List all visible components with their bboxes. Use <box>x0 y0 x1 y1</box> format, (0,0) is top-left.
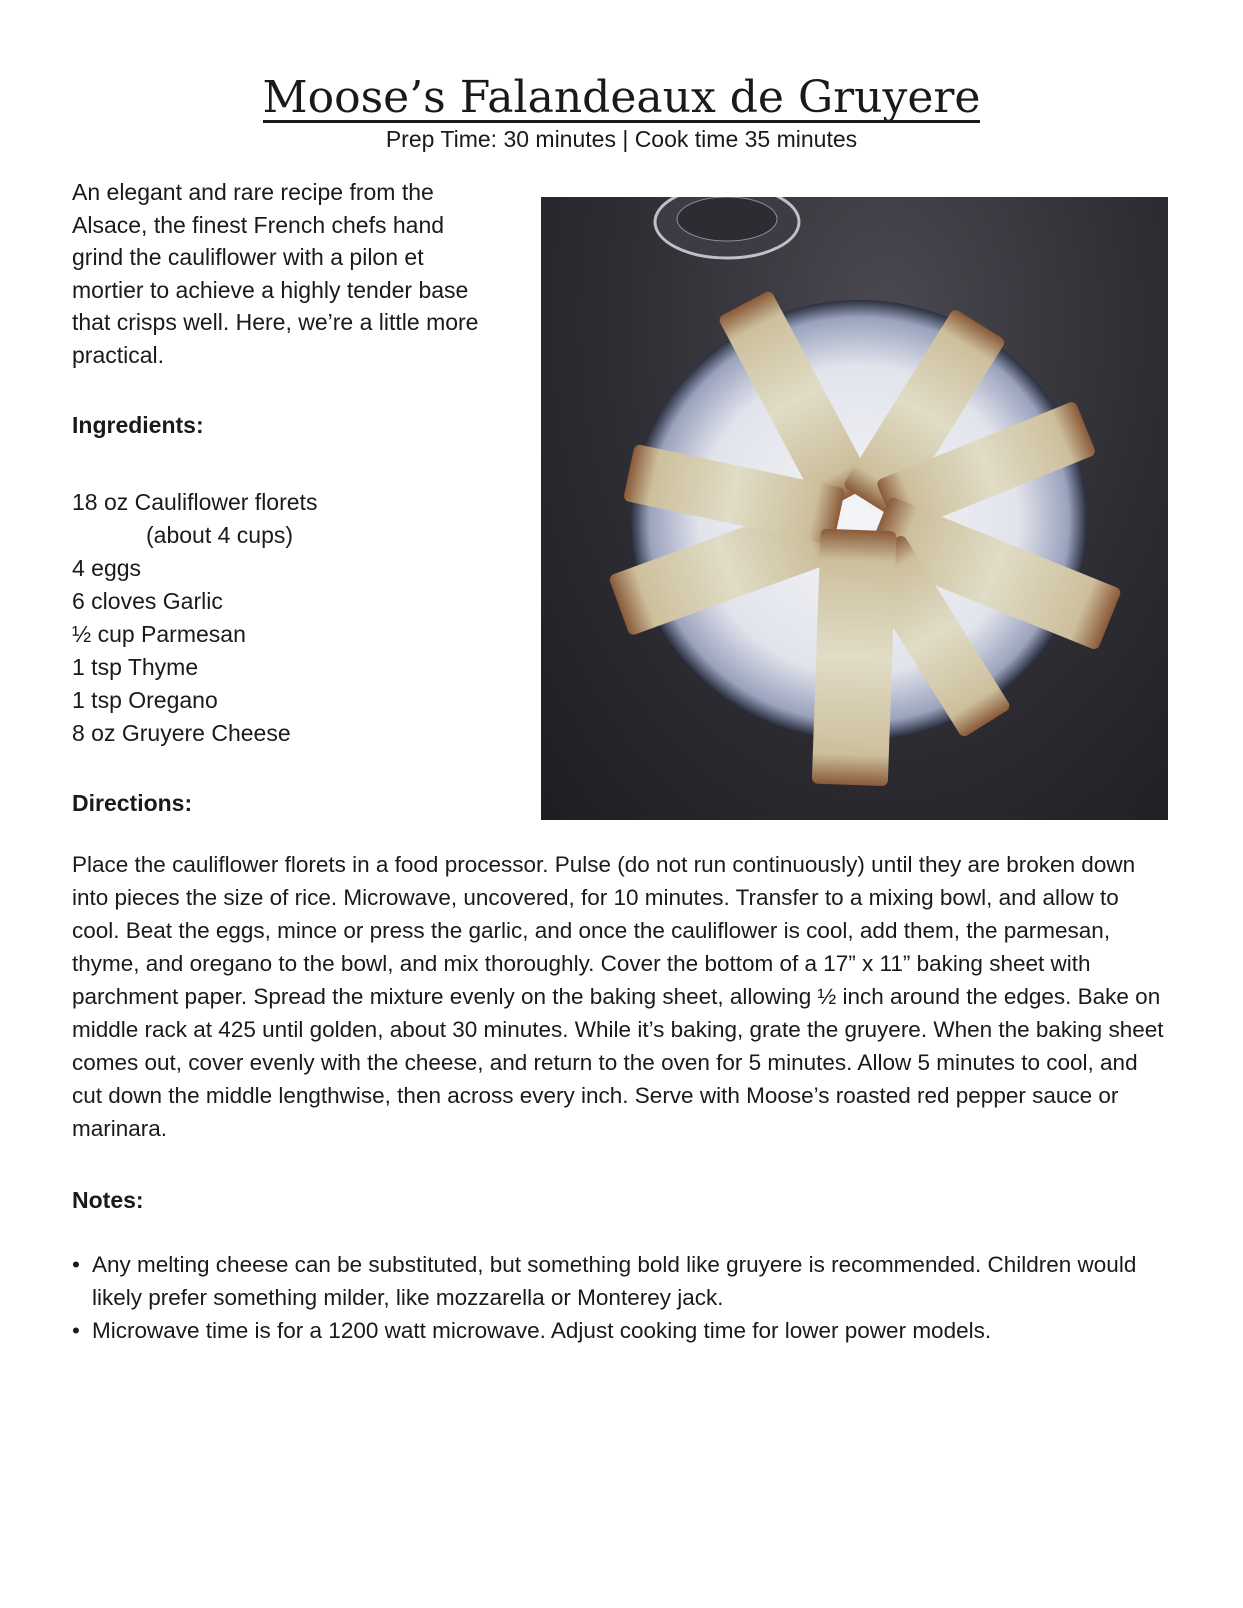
food-photo <box>541 197 1168 820</box>
note-item <box>72 1314 1172 1347</box>
bullet-icon: • <box>72 1252 80 1277</box>
directions-heading: Directions: <box>72 790 193 816</box>
ingredient-item: 1 tsp Oregano <box>72 687 218 713</box>
ingredient-item: 18 oz Cauliflower florets <box>72 489 318 515</box>
food-photo-illustration <box>541 197 1168 820</box>
ingredient-item: 8 oz Gruyere Cheese <box>72 720 291 746</box>
ingredient-item: 1 tsp Thyme <box>72 654 199 680</box>
ingredient-item: ½ cup Parmesan <box>72 621 246 647</box>
note-text: Microwave time is for a 1200 watt microwave. Adjust cooking time for lower power models. <box>92 1318 992 1343</box>
ingredient-item: 6 cloves Garlic <box>72 588 223 614</box>
note-text: Any melting cheese can be substituted, but something bold like gruyere is recommended. Children would likely prefer something milder, like mozzarella or Monterey jack. <box>92 1252 1137 1310</box>
ingredients-heading: Ingredients: <box>72 412 204 438</box>
page-title <box>0 72 1243 124</box>
bullet-icon: • <box>72 1318 80 1343</box>
stick-8 <box>812 529 897 786</box>
ingredient-item: (about 4 cups) <box>146 522 294 548</box>
notes-heading: Notes: <box>72 1187 144 1213</box>
ingredient-item: 4 eggs <box>72 555 142 581</box>
ingredients-list <box>72 486 492 750</box>
note-item <box>72 1248 1172 1314</box>
intro-paragraph: An elegant and rare recipe from the Alsace, the finest French chefs hand grind the cauliflower with a pilon et mortier to achieve a highly tender base that crisps well. Here, we’re a little more practical. <box>72 179 479 368</box>
glass-base-inner <box>677 197 777 241</box>
notes-list <box>72 1248 1172 1347</box>
page-title-text: Moose’s Falandeaux de Gruyere <box>262 72 981 123</box>
directions-paragraph: Place the cauliflower florets in a food processor. Pulse (do not run continuously) until they are broken down into pieces the size of rice. Microwave, uncovered, for 10 minutes. Transfer to a mixing bowl, and allow to cool. Beat the eggs, mince or press the garlic, and once the cauliflower is cool, add them, the parmesan, thyme, and oregano to the bowl, and mix thoroughly. Cover the bottom of a 17” x 11” baking sheet with parchment paper. Spread the mixture evenly on the baking sheet, allowing ½ inch around the edges. Bake on middle rack at 425 until golden, about 30 minutes. While it’s baking, grate the gruyere. When the baking sheet comes out, cover evenly with the cheese, and return to the oven for 5 minutes. Allow 5 minutes to cool, and cut down the middle lengthwise, then across every inch. Serve with Moose’s roasted red pepper sauce or marinara. <box>72 852 1164 1141</box>
page-subtitle: Prep Time: 30 minutes | Cook time 35 minutes <box>385 126 858 152</box>
